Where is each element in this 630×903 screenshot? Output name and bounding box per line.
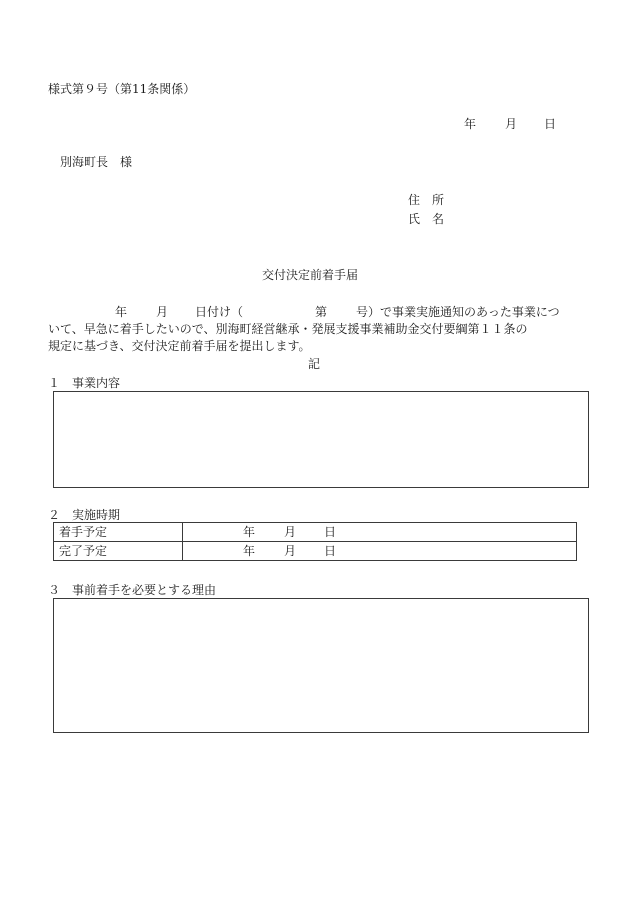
body-dated: 日付け（ <box>195 305 244 319</box>
document-title: 交付決定前着手届 <box>262 268 359 282</box>
end-label: 完了予定 <box>54 542 183 561</box>
body-line2: いて、早急に着手したいので、別海町経営継承・発展支援事業補助金交付要綱第１１条の <box>48 322 528 336</box>
start-day: 日 <box>324 525 337 539</box>
start-date-field[interactable] <box>183 523 577 542</box>
date-year: 年 <box>464 117 477 131</box>
start-month: 月 <box>284 525 297 539</box>
end-month: 月 <box>284 544 297 558</box>
body-no: 第 <box>315 305 328 319</box>
body-month: 月 <box>156 305 169 319</box>
ki-marker: 記 <box>308 357 321 371</box>
start-label: 着手予定 <box>54 523 183 542</box>
section3-heading: ３ 事前着手を必要とする理由 <box>48 583 217 597</box>
table-row <box>54 523 577 542</box>
end-day: 日 <box>324 544 337 558</box>
business-content-field[interactable] <box>53 391 589 488</box>
section2-heading: ２ 実施時期 <box>48 508 121 522</box>
body-line3: 規定に基づき、交付決定前着手届を提出します。 <box>48 339 311 353</box>
addressee: 別海町長 様 <box>60 155 133 169</box>
address-label: 住 所 <box>408 193 445 207</box>
reason-field[interactable] <box>53 598 589 733</box>
date-month: 月 <box>505 117 518 131</box>
body-line1-rest: 号）で事業実施通知のあった事業につ <box>356 305 560 319</box>
start-year: 年 <box>243 525 256 539</box>
body-year: 年 <box>115 305 128 319</box>
schedule-table <box>53 522 577 561</box>
name-label: 氏 名 <box>408 212 445 226</box>
form-number-label: 様式第９号（第11条関係） <box>48 82 196 96</box>
table-row <box>54 542 577 561</box>
end-date-field[interactable] <box>183 542 577 561</box>
end-year: 年 <box>243 544 256 558</box>
section1-heading: １ 事業内容 <box>48 376 121 390</box>
date-day: 日 <box>544 117 557 131</box>
